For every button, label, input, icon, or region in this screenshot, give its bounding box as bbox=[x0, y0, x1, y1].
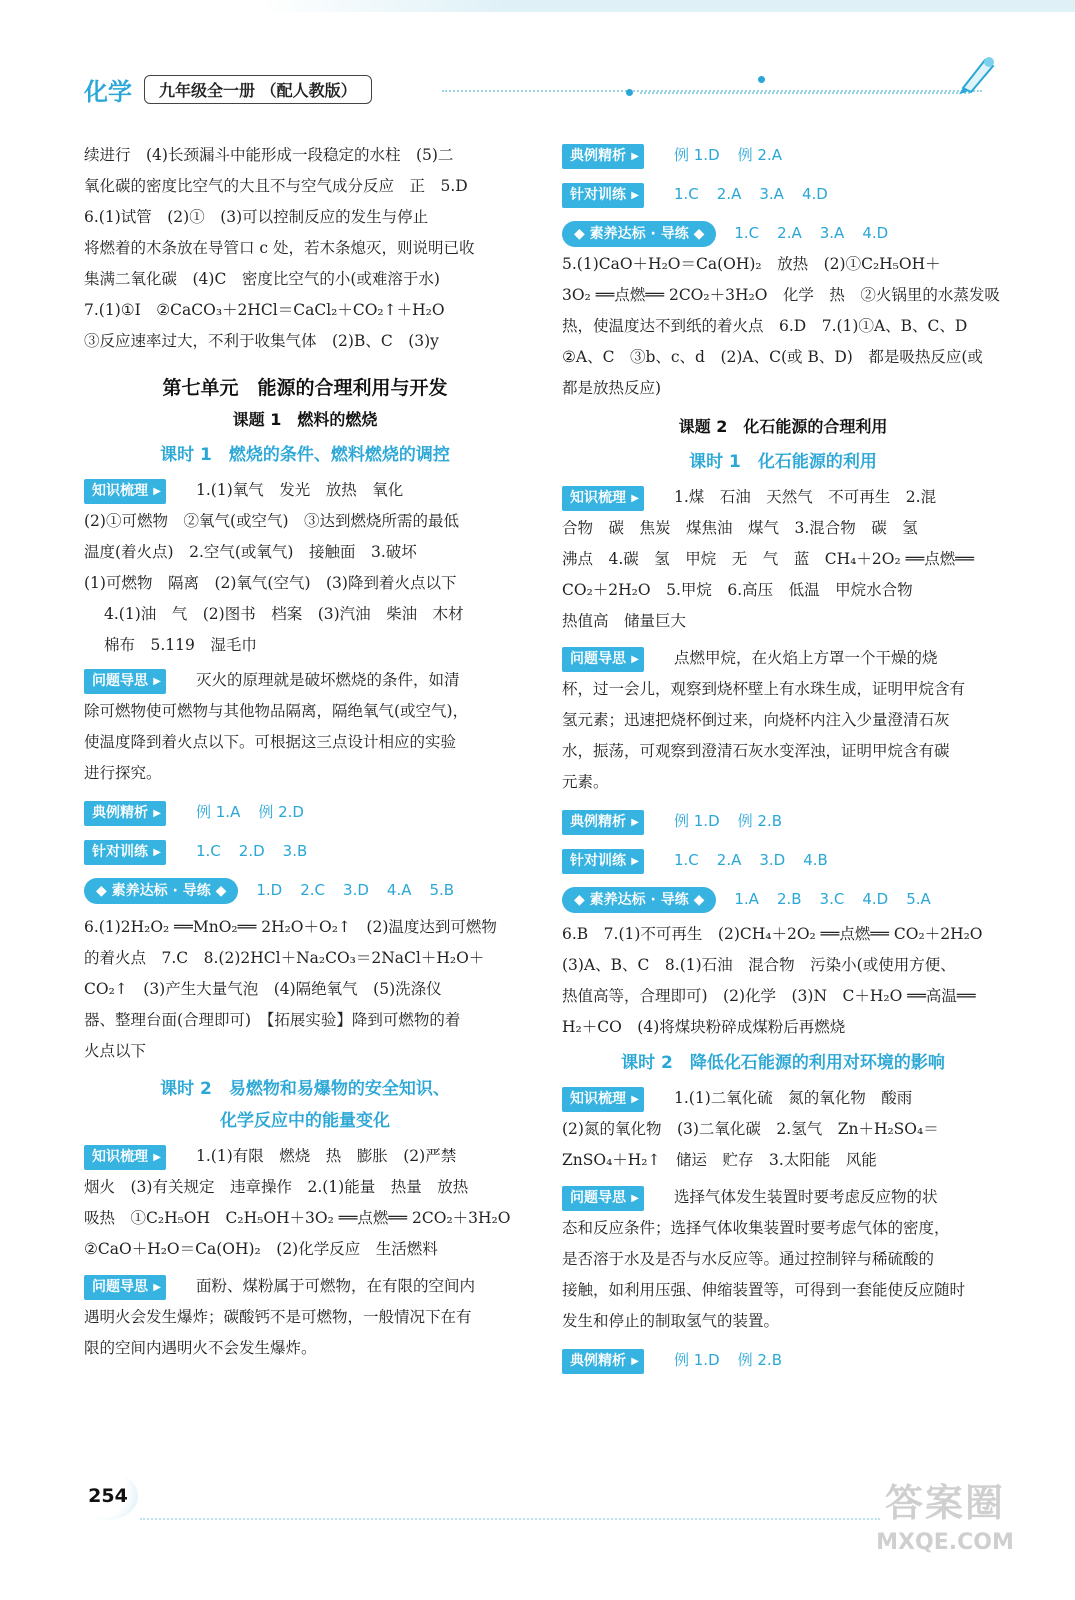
answer: 例 1.D bbox=[674, 146, 720, 164]
text-line: 6.B 7.(1)不可再生 (2)CH₄＋2O₂ ══点燃══ CO₂＋2H₂O bbox=[562, 925, 983, 943]
page-number: 254 bbox=[78, 1472, 138, 1520]
text-line: 合物 碳 焦炭 煤焦油 煤气 3.混合物 碳 氢 bbox=[562, 519, 918, 537]
text-line: (1)可燃物 隔离 (2)氧气(空气) (3)降到着火点以下 bbox=[84, 574, 457, 592]
answer: 4.A bbox=[386, 881, 412, 899]
text-line: 选择气体发生装置时要考虑反应物的状 bbox=[674, 1188, 938, 1206]
section-pill-literacy: ◆ 素养达标 · 导练 ◆ bbox=[562, 221, 716, 247]
answer: 2.A bbox=[777, 224, 802, 242]
header-dot bbox=[758, 76, 765, 83]
section-tag-example: 典例精析 ▶ bbox=[84, 801, 166, 826]
text-line: 温度(着火点) 2.空气(或氧气) 接触面 3.破坏 bbox=[84, 543, 417, 561]
text-line: CO₂＋2H₂O 5.甲烷 6.高压 低温 甲烷水合物 bbox=[562, 581, 913, 599]
text-line: (2)①可燃物 ②氧气(或空气) ③达到燃烧所需的最低 bbox=[84, 512, 460, 530]
text-line: 续进行 (4)长颈漏斗中能形成一段稳定的水柱 (5)二 bbox=[84, 146, 454, 164]
text-line: 1.(1)有限 燃烧 热 膨胀 (2)严禁 bbox=[196, 1147, 457, 1165]
section-tag-training: 针对训练 ▶ bbox=[562, 849, 644, 874]
answer: 1.C bbox=[196, 842, 221, 860]
section-tag-example: 典例精析 ▶ bbox=[562, 1349, 644, 1374]
text-line: 3O₂ ══点燃══ 2CO₂＋3H₂O 化学 热 ②火锅里的水蒸发吸 bbox=[562, 286, 1000, 304]
text-line: H₂＋CO (4)将煤块粉碎成煤粉后再燃烧 bbox=[562, 1018, 846, 1036]
text-line: 沸点 4.碳 氢 甲烷 无 气 蓝 CH₄＋2O₂ ══点燃══ bbox=[562, 550, 974, 568]
answer: 5.A bbox=[906, 890, 931, 908]
text-line: 面粉、煤粉属于可燃物，在有限的空间内 bbox=[196, 1277, 476, 1295]
answer: 2.D bbox=[238, 842, 265, 860]
left-column bbox=[84, 140, 526, 1364]
answer: 5.B bbox=[429, 881, 455, 899]
grade-label: 九年级全一册 bbox=[159, 80, 256, 100]
text-line: ②CaO＋H₂O＝Ca(OH)₂ (2)化学反应 生活燃料 bbox=[84, 1240, 438, 1258]
watermark-logo bbox=[860, 1478, 1030, 1578]
text-line: 4.(1)油 气 (2)图书 档案 (3)汽油 柴油 木材 bbox=[104, 605, 464, 623]
answer: 1.A bbox=[734, 890, 759, 908]
answer: 3.C bbox=[819, 890, 845, 908]
answer: 1.C bbox=[674, 851, 699, 869]
text-line: 1.(1)二氧化硫 氮的氧化物 酸雨 bbox=[674, 1089, 913, 1107]
answer: 例 2.B bbox=[737, 812, 783, 830]
answer: 2.B bbox=[776, 890, 802, 908]
section-pill-literacy: ◆ 素养达标 · 导练 ◆ bbox=[562, 887, 716, 913]
answer: 3.A bbox=[759, 185, 784, 203]
question-section bbox=[562, 643, 1004, 674]
text-line: ZnSO₄＋H₂↑ 储运 贮存 3.太阳能 风能 bbox=[562, 1151, 877, 1169]
text-line: 水，振荡，可观察到澄清石灰水变浑浊，证明甲烷含有碳 bbox=[562, 742, 950, 760]
top-decor-band bbox=[260, 0, 1075, 12]
text-line: 吸热 ①C₂H₅OH C₂H₅OH＋3O₂ ══点燃══ 2CO₂＋3H₂O bbox=[84, 1209, 511, 1227]
text-line: 杯，过一会儿，观察到烧杯壁上有水珠生成，证明甲烷含有 bbox=[562, 680, 966, 698]
example-section bbox=[562, 1345, 1004, 1376]
text-line: 限的空间内遇明火不会发生爆炸。 bbox=[84, 1339, 317, 1357]
text-line: 热值高 储量巨大 bbox=[562, 612, 687, 630]
text-line: 集满二氧化碳 (4)C 密度比空气的小(或难溶于水) bbox=[84, 270, 440, 288]
answer: 例 1.D bbox=[674, 1351, 720, 1369]
text-line: (3)A、B、C 8.(1)石油 混合物 污染小(或使用方便、 bbox=[562, 956, 956, 974]
text-line: 除可燃物使可燃物与其他物品隔离，隔绝氧气(或空气)， bbox=[84, 702, 469, 720]
text-line: 7.(1)①Ⅰ ②CaCO₃＋2HCl＝CaCl₂＋CO₂↑＋H₂O bbox=[84, 301, 445, 319]
example-section bbox=[84, 797, 526, 828]
section-tag-knowledge: 知识梳理 ▶ bbox=[562, 486, 644, 511]
answer: 4.D bbox=[862, 890, 889, 908]
section-tag-knowledge: 知识梳理 ▶ bbox=[84, 479, 166, 504]
literacy-section bbox=[562, 884, 1004, 915]
text-line: 的着火点 7.C 8.(2)2HCl＋Na₂CO₃＝2NaCl＋H₂O＋ bbox=[84, 949, 485, 967]
subject-title: 化学 bbox=[84, 77, 132, 106]
footer-dotted-line bbox=[140, 1518, 880, 1520]
period-title: 课时 1 化石能源的利用 bbox=[689, 452, 877, 472]
question-section bbox=[84, 1271, 526, 1302]
section-tag-training: 针对训练 ▶ bbox=[562, 183, 644, 208]
section-tag-training: 针对训练 ▶ bbox=[84, 840, 166, 865]
text-line: ②A、C ③b、c、d (2)A、C(或 B、D) 都是吸热反应(或 bbox=[562, 348, 983, 366]
text-line: ③反应速率过大，不利于收集气体 (2)B、C (3)y bbox=[84, 332, 439, 350]
section-tag-question: 问题导思 ▶ bbox=[84, 1275, 166, 1300]
literacy-section bbox=[84, 875, 526, 906]
text-line: 发生和停止的制取氢气的装置。 bbox=[562, 1312, 780, 1330]
question-section bbox=[562, 1182, 1004, 1213]
text-line: 氢元素；迅速把烧杯倒过来，向烧杯内注入少量澄清石灰 bbox=[562, 711, 950, 729]
knowledge-section bbox=[84, 475, 526, 506]
text-line: 火点以下 bbox=[84, 1042, 147, 1060]
text-line: 氧化碳的密度比空气的大且不与空气成分反应 正 5.D bbox=[84, 177, 468, 195]
text-line: 都是放热反应) bbox=[562, 379, 662, 397]
unit-title: 第七单元 能源的合理利用与开发 bbox=[162, 377, 448, 399]
literacy-section bbox=[562, 218, 1004, 249]
text-line: 态和反应条件；选择气体收集装置时要考虑气体的密度， bbox=[562, 1219, 950, 1237]
header-dotted-line-2 bbox=[640, 92, 970, 94]
text-line: 1.煤 石油 天然气 不可再生 2.混 bbox=[674, 488, 937, 506]
lesson-title: 课题 1 燃料的燃烧 bbox=[232, 410, 378, 429]
edition-label: （配人教版） bbox=[260, 80, 357, 100]
period-title: 课时 2 降低化石能源的利用对环境的影响 bbox=[621, 1053, 945, 1073]
right-column bbox=[562, 140, 1004, 1376]
answer: 3.D bbox=[343, 881, 369, 899]
page-header bbox=[84, 72, 372, 106]
answer: 例 2.A bbox=[737, 146, 782, 164]
watermark-text: 答案圈 bbox=[884, 1481, 1005, 1525]
answer: 例 1.A bbox=[196, 803, 241, 821]
text-line: 将燃着的木条放在导管口 c 处，若木条熄灭，则说明已收 bbox=[84, 239, 475, 257]
section-pill-literacy: ◆ 素养达标 · 导练 ◆ bbox=[84, 878, 238, 904]
text-line: 6.(1)2H₂O₂ ══MnO₂══ 2H₂O＋O₂↑ (2)温度达到可燃物 bbox=[84, 918, 497, 936]
text-line: 点燃甲烷，在火焰上方罩一个干燥的烧 bbox=[674, 649, 938, 667]
period-title: 化学反应中的能量变化 bbox=[220, 1111, 390, 1131]
section-tag-example: 典例精析 ▶ bbox=[562, 810, 644, 835]
training-section bbox=[562, 179, 1004, 210]
text-line: 元素。 bbox=[562, 773, 609, 791]
text-line: 遇明火会发生爆炸；碳酸钙不是可燃物，一般情况下在有 bbox=[84, 1308, 472, 1326]
grade-box bbox=[144, 75, 372, 104]
text-line: 1.(1)氧气 发光 放热 氧化 bbox=[196, 481, 404, 499]
text-line: 烟火 (3)有关规定 违章操作 2.(1)能量 热量 放热 bbox=[84, 1178, 469, 1196]
text-line: 器、整理台面(合理即可) 【拓展实验】降到可燃物的着 bbox=[84, 1011, 461, 1029]
answer: 2.C bbox=[300, 881, 326, 899]
text-line: (2)氮的氧化物 (3)二氧化碳 2.氢气 Zn＋H₂SO₄＝ bbox=[562, 1120, 939, 1138]
section-tag-knowledge: 知识梳理 ▶ bbox=[84, 1145, 166, 1170]
pen-icon bbox=[955, 52, 999, 96]
text-line: 接触，如利用压强、伸缩装置等，可得到一套能使反应随时 bbox=[562, 1281, 966, 1299]
answer: 1.D bbox=[256, 881, 283, 899]
example-section bbox=[562, 806, 1004, 837]
training-section bbox=[84, 836, 526, 867]
answer: 例 2.D bbox=[258, 803, 304, 821]
text-line: 使温度降到着火点以下。可根据这三点设计相应的实验 bbox=[84, 733, 457, 751]
answer: 例 1.D bbox=[674, 812, 720, 830]
answer: 4.D bbox=[801, 185, 828, 203]
text-line: 热值高等，合理即可) (2)化学 (3)N C＋H₂O ══高温══ bbox=[562, 987, 976, 1005]
knowledge-section bbox=[562, 1083, 1004, 1114]
answer: 4.B bbox=[803, 851, 828, 869]
watermark-url: MXQE.COM bbox=[876, 1530, 1014, 1555]
section-tag-example: 典例精析 ▶ bbox=[562, 144, 644, 169]
knowledge-section bbox=[84, 1141, 526, 1172]
answer: 3.D bbox=[759, 851, 786, 869]
text-line: 热，使温度达不到纸的着火点 6.D 7.(1)①A、B、C、D bbox=[562, 317, 968, 335]
answer: 1.C bbox=[734, 224, 760, 242]
header-dot bbox=[626, 89, 633, 96]
example-section bbox=[562, 140, 1004, 171]
text-line: 灭火的原理就是破坏燃烧的条件，如清 bbox=[196, 671, 460, 689]
section-tag-question: 问题导思 ▶ bbox=[562, 1186, 644, 1211]
answer: 3.A bbox=[819, 224, 845, 242]
section-tag-question: 问题导思 ▶ bbox=[84, 669, 166, 694]
lesson-title: 课题 2 化石能源的合理利用 bbox=[678, 417, 888, 436]
answer: 2.A bbox=[716, 185, 742, 203]
answer: 1.C bbox=[674, 185, 699, 203]
text-line: CO₂↑ (3)产生大量气泡 (4)隔绝氧气 (5)洗涤仪 bbox=[84, 980, 442, 998]
period-title: 课时 1 燃烧的条件、燃料燃烧的调控 bbox=[160, 445, 450, 465]
answer: 2.A bbox=[716, 851, 742, 869]
text-line: 进行探究。 bbox=[84, 764, 162, 782]
answer: 4.D bbox=[862, 224, 889, 242]
section-tag-knowledge: 知识梳理 ▶ bbox=[562, 1087, 644, 1112]
section-tag-question: 问题导思 ▶ bbox=[562, 647, 644, 672]
period-title: 课时 2 易燃物和易爆物的安全知识、 bbox=[160, 1079, 450, 1099]
knowledge-section bbox=[562, 482, 1004, 513]
question-section bbox=[84, 665, 526, 696]
text-line: 棉布 5.119 湿毛巾 bbox=[104, 636, 257, 654]
text-line: 5.(1)CaO＋H₂O＝Ca(OH)₂ 放热 (2)①C₂H₅OH＋ bbox=[562, 255, 941, 273]
text-line: 是否溶于水及是否与水反应等。通过控制锌与稀硫酸的 bbox=[562, 1250, 935, 1268]
answer: 3.B bbox=[282, 842, 308, 860]
text-line: 6.(1)试管 (2)① (3)可以控制反应的发生与停止 bbox=[84, 208, 429, 226]
answer: 例 2.B bbox=[737, 1351, 783, 1369]
training-section bbox=[562, 845, 1004, 876]
